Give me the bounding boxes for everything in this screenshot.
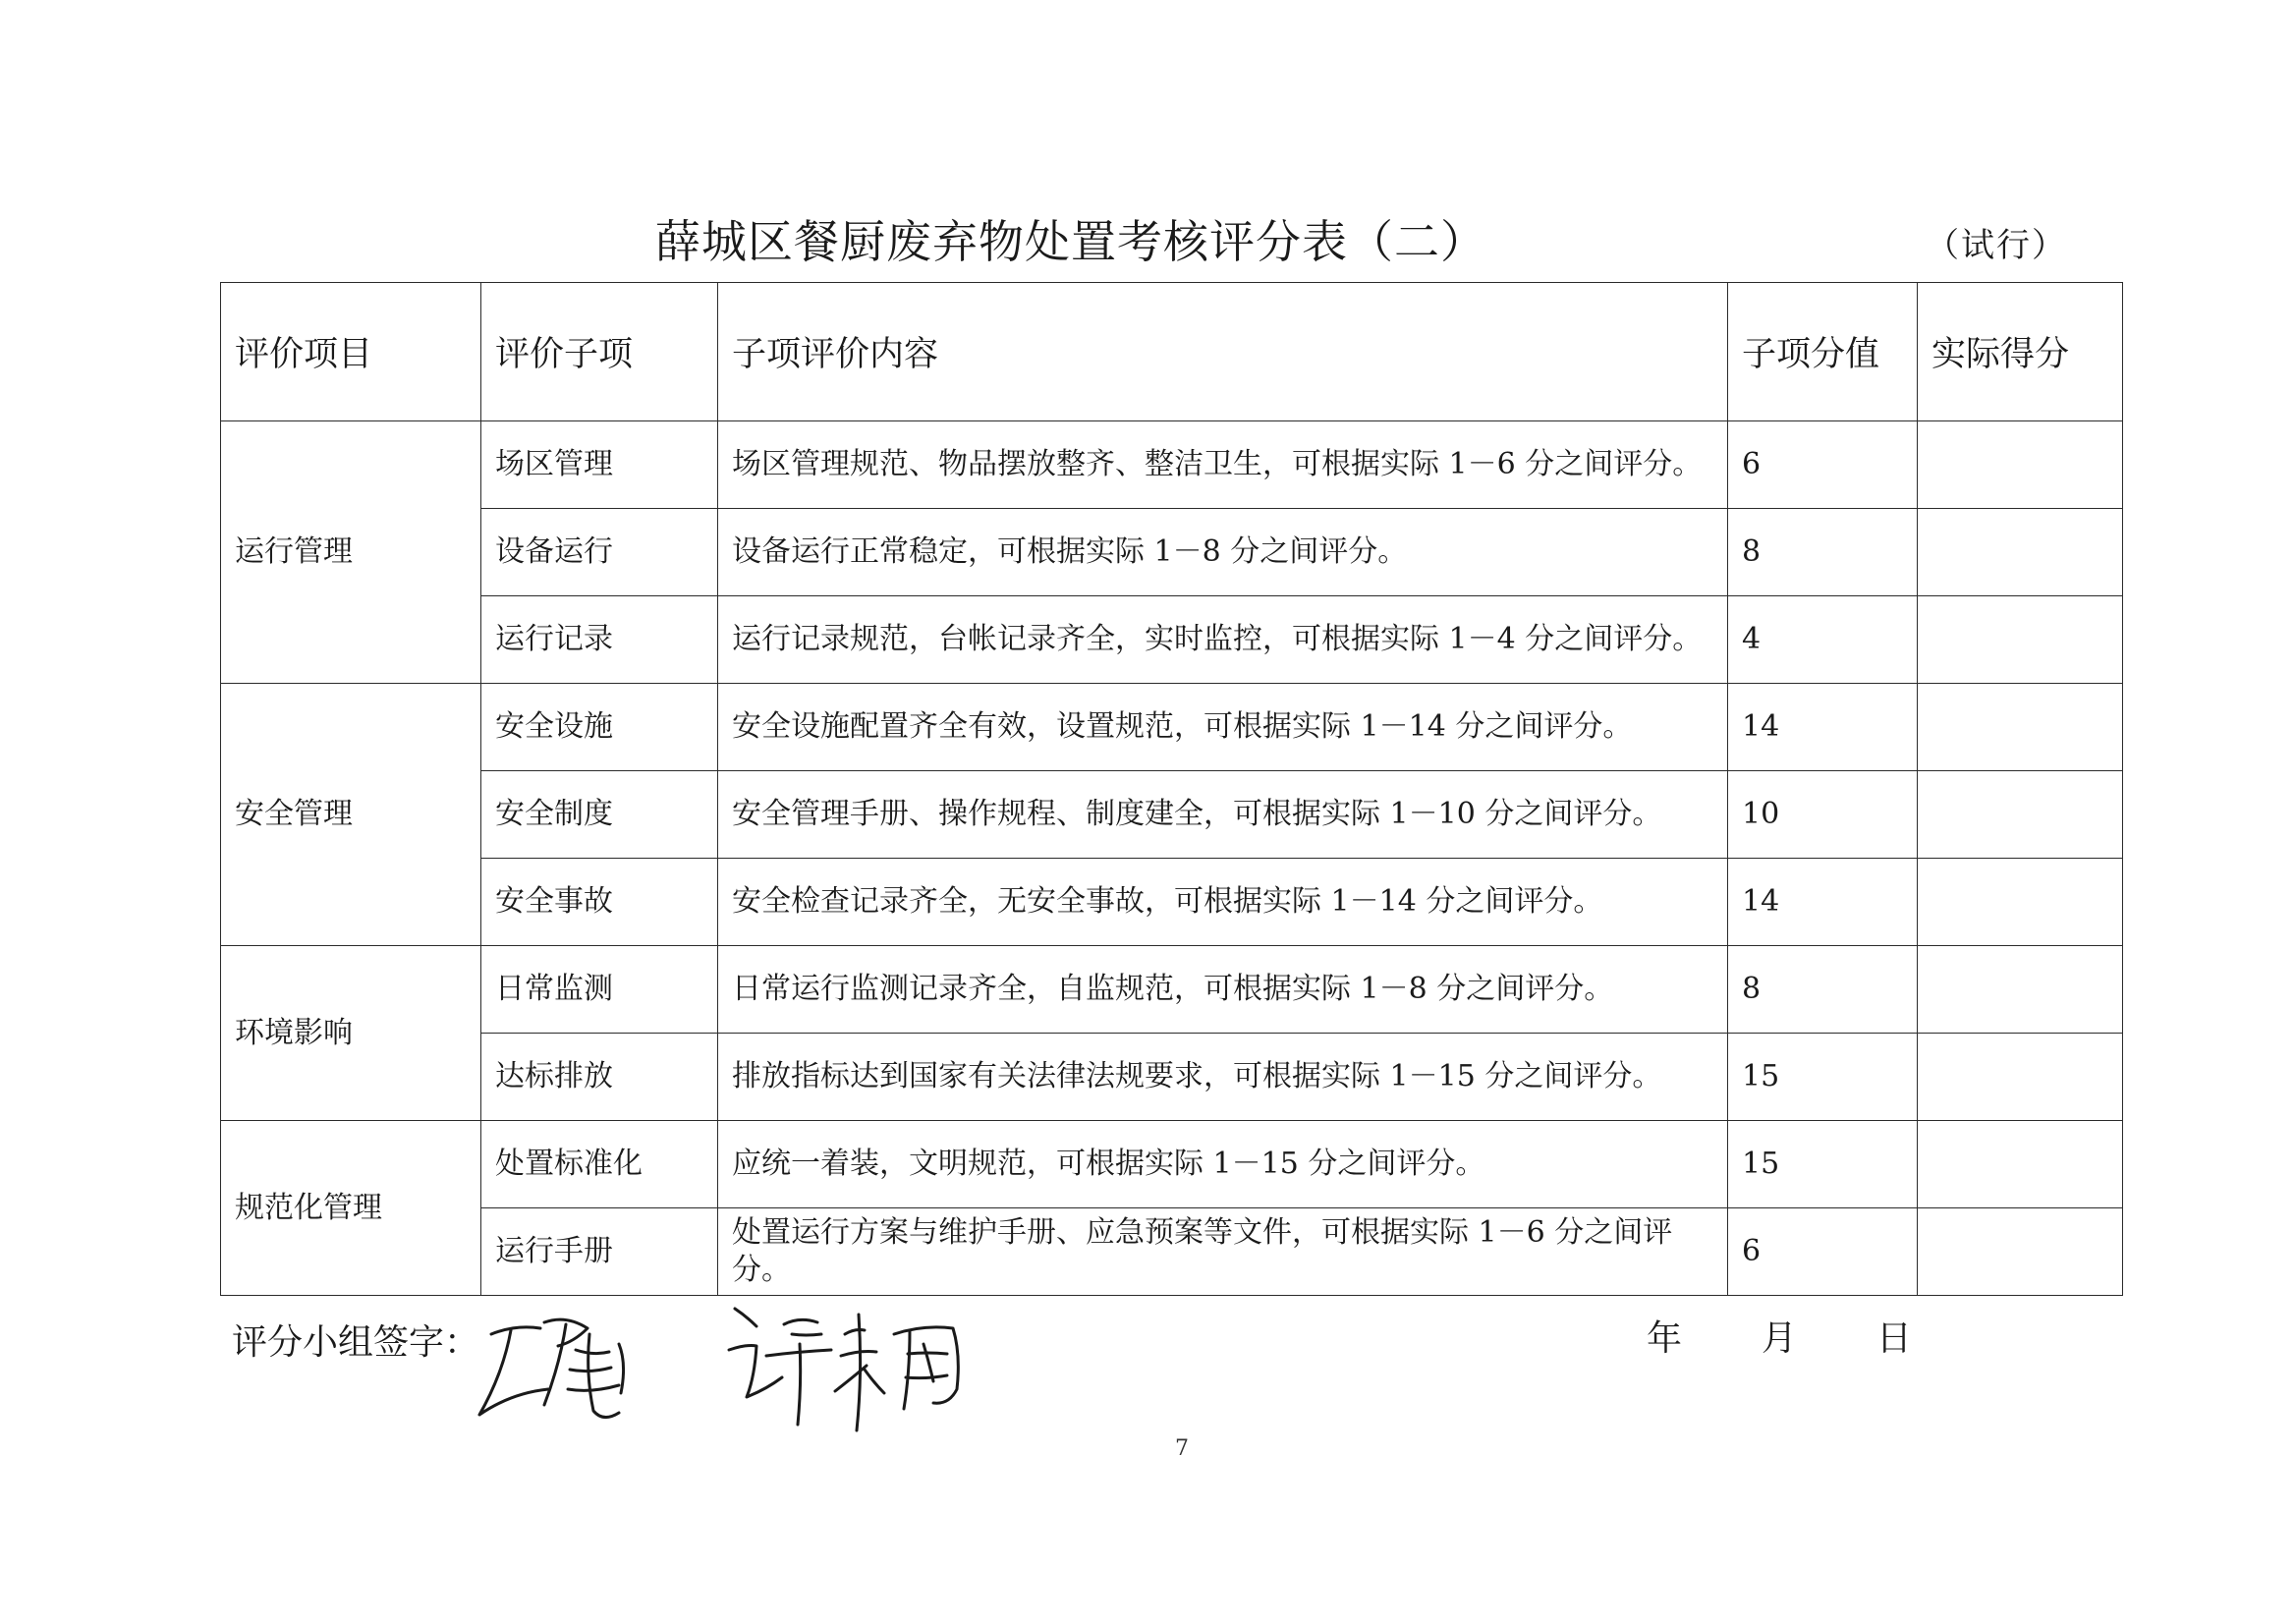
score-cell: 10 (1728, 771, 1918, 859)
actual-score-cell[interactable] (1918, 859, 2123, 946)
content-cell: 处置运行方案与维护手册、应急预案等文件，可根据实际 1－6 分之间评分。 (718, 1208, 1728, 1296)
subitem-cell: 安全制度 (481, 771, 718, 859)
score-cell: 4 (1728, 596, 1918, 684)
content-cell: 日常运行监测记录齐全，自监规范，可根据实际 1－8 分之间评分。 (718, 946, 1728, 1034)
page-title: 薛城区餐厨废弃物处置考核评分表（二） (655, 215, 1486, 268)
score-table (220, 282, 2123, 1296)
subitem-cell: 运行记录 (481, 596, 718, 684)
subitem-cell: 设备运行 (481, 509, 718, 596)
actual-score-cell[interactable] (1918, 684, 2123, 771)
content-cell: 排放指标达到国家有关法律法规要求，可根据实际 1－15 分之间评分。 (718, 1034, 1728, 1121)
table-row (221, 421, 2123, 509)
score-cell: 14 (1728, 684, 1918, 771)
actual-score-cell[interactable] (1918, 946, 2123, 1034)
content-cell: 安全检查记录齐全，无安全事故，可根据实际 1－14 分之间评分。 (718, 859, 1728, 946)
subitem-cell: 达标排放 (481, 1034, 718, 1121)
table-row (221, 859, 2123, 946)
content-cell: 应统一着装，文明规范，可根据实际 1－15 分之间评分。 (718, 1121, 1728, 1208)
table-row (221, 596, 2123, 684)
table-header-row (221, 283, 2123, 421)
table-row (221, 1208, 2123, 1296)
trial-note: （试行） (1926, 226, 2067, 265)
table-row (221, 946, 2123, 1034)
header-subitem: 评价子项 (481, 283, 718, 421)
table-row (221, 771, 2123, 859)
table-row (221, 1034, 2123, 1121)
score-cell: 15 (1728, 1034, 1918, 1121)
date-day-label: 日 (1875, 1318, 1912, 1359)
header-category: 评价项目 (221, 283, 481, 421)
subitem-cell: 安全事故 (481, 859, 718, 946)
page-number: 7 (1175, 1436, 1189, 1461)
content-cell: 安全设施配置齐全有效，设置规范，可根据实际 1－14 分之间评分。 (718, 684, 1728, 771)
score-cell: 6 (1728, 421, 1918, 509)
actual-score-cell[interactable] (1918, 1121, 2123, 1208)
actual-score-cell[interactable] (1918, 596, 2123, 684)
actual-score-cell[interactable] (1918, 1034, 2123, 1121)
signature-label: 评分小组签字： (232, 1322, 480, 1363)
date-month-label: 月 (1761, 1318, 1797, 1359)
subitem-cell: 处置标准化 (481, 1121, 718, 1208)
header-score: 子项分值 (1728, 283, 1918, 421)
actual-score-cell[interactable] (1918, 421, 2123, 509)
score-cell: 15 (1728, 1121, 1918, 1208)
subitem-cell: 运行手册 (481, 1208, 718, 1296)
score-cell: 8 (1728, 946, 1918, 1034)
table-row (221, 509, 2123, 596)
header-actual-score: 实际得分 (1918, 283, 2123, 421)
actual-score-cell[interactable] (1918, 509, 2123, 596)
actual-score-cell[interactable] (1918, 771, 2123, 859)
date-row (1647, 1311, 1912, 1361)
category-cell: 运行管理 (221, 421, 481, 684)
actual-score-cell[interactable] (1918, 1208, 2123, 1296)
score-cell: 14 (1728, 859, 1918, 946)
table-row (221, 684, 2123, 771)
handwritten-signature (472, 1295, 982, 1432)
score-cell: 6 (1728, 1208, 1918, 1296)
table-row (221, 1121, 2123, 1208)
subitem-cell: 场区管理 (481, 421, 718, 509)
category-cell: 安全管理 (221, 684, 481, 946)
score-cell: 8 (1728, 509, 1918, 596)
category-cell: 规范化管理 (221, 1121, 481, 1296)
content-cell: 设备运行正常稳定，可根据实际 1－8 分之间评分。 (718, 509, 1728, 596)
content-cell: 安全管理手册、操作规程、制度建全，可根据实际 1－10 分之间评分。 (718, 771, 1728, 859)
category-cell: 环境影响 (221, 946, 481, 1121)
content-cell: 场区管理规范、物品摆放整齐、整洁卫生，可根据实际 1－6 分之间评分。 (718, 421, 1728, 509)
header-content: 子项评价内容 (718, 283, 1728, 421)
date-year-label: 年 (1647, 1318, 1683, 1359)
subitem-cell: 日常监测 (481, 946, 718, 1034)
subitem-cell: 安全设施 (481, 684, 718, 771)
content-cell: 运行记录规范，台帐记录齐全，实时监控，可根据实际 1－4 分之间评分。 (718, 596, 1728, 684)
